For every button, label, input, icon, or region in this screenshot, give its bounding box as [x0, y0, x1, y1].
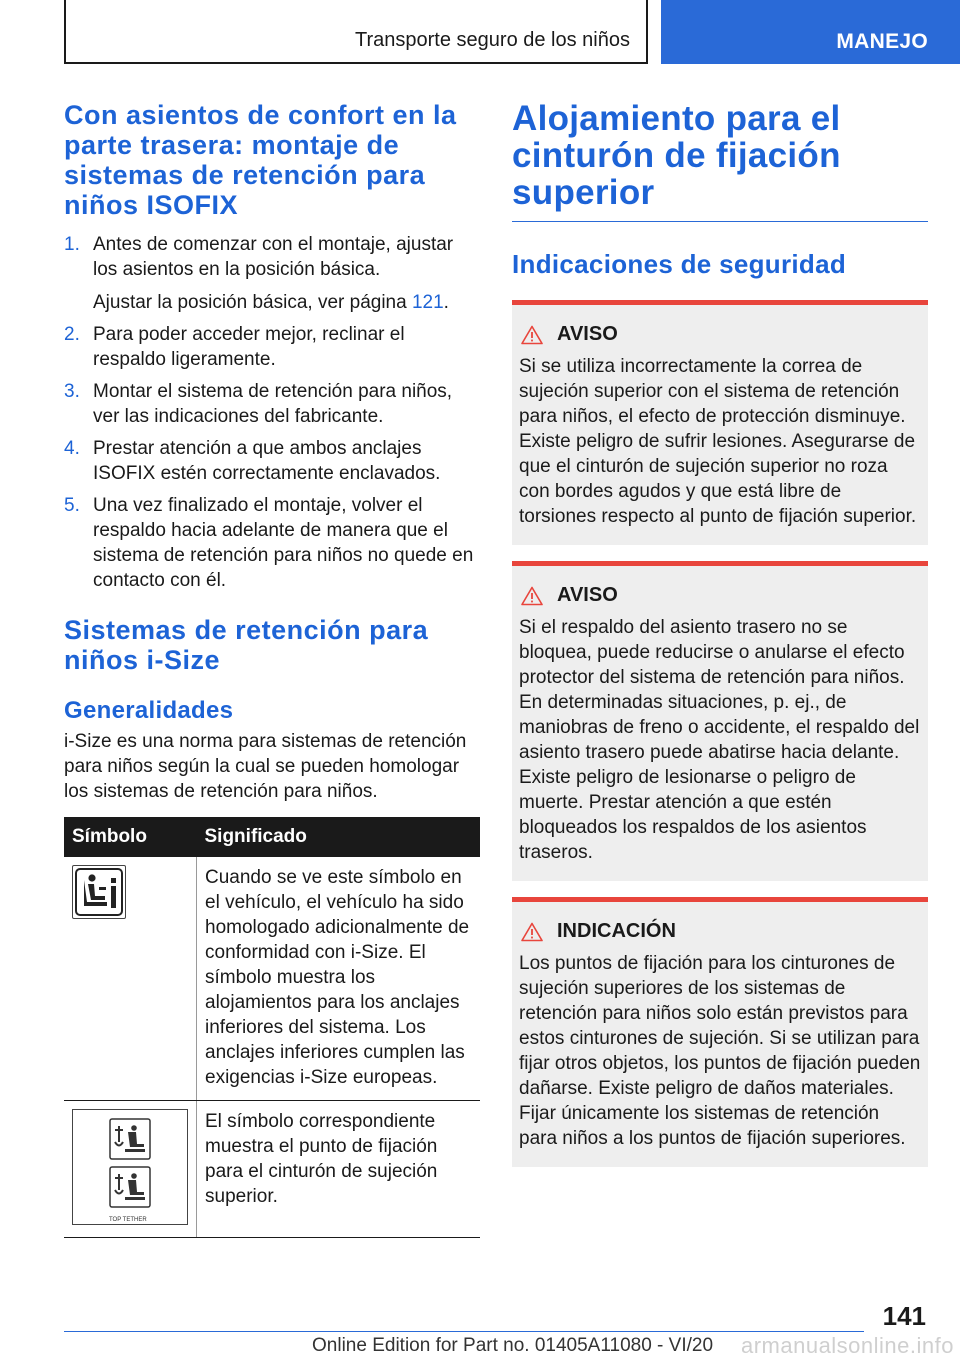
warning-title — [519, 584, 921, 607]
top-tether-label: TOP TETHER — [109, 1217, 147, 1223]
step-number: 2. — [64, 324, 80, 345]
meaning-cell: El símbolo correspondiente muestra el punto de fijación para el cinturón de sujeción superior. — [197, 1101, 481, 1238]
step-item — [64, 232, 480, 315]
symbol-cell — [64, 1101, 197, 1238]
footer-rule — [64, 1331, 864, 1332]
step-subtext — [93, 290, 480, 315]
step-item — [64, 493, 480, 593]
heading-rule — [512, 221, 928, 222]
heading-general: Generalidades — [64, 697, 234, 724]
warning-text: Si se utiliza incorrectamente la correa de sujeción superior con el sistema de retención para niños, el efecto de protección disminuye. Existe peligro de sufrir lesiones. Asegurarse de que el cinturón de sujeción superior no roza con bordes agudos y que está libre de torsiones respecto al punto de fijación superior. — [519, 356, 917, 527]
step-text: Antes de comenzar con el montaje, ajustar los asientos en la posición básica. — [93, 234, 454, 280]
running-header — [64, 0, 648, 64]
step-item — [64, 379, 480, 429]
note-title-label: INDICACIÓN — [557, 920, 676, 942]
table-row — [64, 857, 480, 1101]
step-text: Montar el sistema de retención para niños, ver las indicaciones del fabricante. — [93, 381, 453, 427]
chapter-tab — [661, 0, 960, 64]
note-title — [519, 920, 921, 943]
symbol-cell — [64, 857, 197, 1101]
step-text: Prestar atención a que ambos anclajes ISOFIX estén correctamente enclavados. — [93, 438, 441, 484]
warning-title — [519, 323, 921, 346]
step-number: 4. — [64, 438, 80, 459]
meaning-cell: Cuando se ve este símbolo en el vehículo, el vehículo ha sido homologado adicionalmente de conformidad con i-Size. El símbolo muestra los alojamientos para los anclajes inferiores del sistema. Los anclajes inferiores cumplen las exigencias i-Size europeas. — [197, 857, 481, 1101]
section-title: Transporte seguro de los niños — [355, 29, 630, 51]
step-number: 1. — [64, 234, 80, 255]
note-text: Los puntos de fijación para los cinturones de sujeción superiores de los sistemas de retención para niños solo están previstos para estos cinturones de sujeción. Si se utilizan para fijar otros objetos, los puntos de fijación pueden dañarse. Existe peligro de daños materiales. Fijar únicamente los sistemas de retención para niños a los puntos de fijación superiores. — [519, 953, 921, 1149]
right-column — [512, 100, 928, 1167]
footer-edition: Online Edition for Part no. 01405A11080 - VI/20 — [312, 1335, 714, 1356]
table-row — [64, 1101, 480, 1238]
symbol-table — [64, 817, 480, 1238]
col-header-symbol: Símbolo — [64, 817, 197, 857]
page-link[interactable]: 121 — [411, 292, 444, 313]
warning-box — [512, 561, 928, 881]
chapter-tab-label: MANEJO — [836, 30, 928, 53]
left-column — [64, 100, 480, 1238]
step-item — [64, 436, 480, 486]
heading-anchorage: Alojamiento para el cinturón de fijación superior — [512, 99, 841, 212]
step-number: 5. — [64, 495, 80, 516]
warning-title-label: AVISO — [557, 584, 618, 606]
watermark: armanualsonline.info — [740, 1333, 954, 1358]
step-number: 3. — [64, 381, 80, 402]
warning-text: Si el respaldo del asiento trasero no se bloquea, puede reducirse o anularse el efecto protector del sistema de retención para niños. En determinadas situaciones, p. ej., de maniobras de freno o accidente, el respaldo del asiento trasero puede abatirse hacia delante. Existe peligro de lesionarse o peligro de muerte. Prestar atención a que estén bloqueados los respaldos de los asientos traseros. — [519, 617, 920, 863]
heading-isofix: Con asientos de confort en la parte trasera: montaje de sistemas de retención para niños ISOFIX — [64, 100, 457, 220]
step-item — [64, 322, 480, 372]
col-header-meaning: Significado — [197, 817, 481, 857]
note-box — [512, 897, 928, 1167]
step-subtext-end: . — [443, 292, 449, 313]
step-subtext-label: Ajustar la posición básica, ver página — [93, 292, 407, 313]
warning-title-label: AVISO — [557, 323, 618, 345]
warning-box — [512, 300, 928, 545]
page-number: 141 — [882, 1301, 926, 1331]
warning-triangle-icon — [521, 922, 543, 942]
top-tether-symbol-icon — [72, 1109, 188, 1225]
warning-triangle-icon — [521, 586, 543, 606]
general-text: i-Size es una norma para sistemas de retención para niños según la cual se pueden homologar los sistemas de retención para niños. — [64, 731, 467, 802]
heading-safety: Indicaciones de seguridad — [512, 249, 847, 279]
step-text: Una vez finalizado el montaje, volver el respaldo hacia adelante de manera que el sistema de retención para niños no quede en contacto con él. — [93, 495, 474, 591]
step-list — [64, 232, 480, 593]
isize-symbol-icon — [72, 865, 126, 919]
heading-isize: Sistemas de retención para niños i-Size — [64, 615, 429, 675]
warning-triangle-icon — [521, 325, 543, 345]
step-text: Para poder acceder mejor, reclinar el respaldo ligeramente. — [93, 324, 405, 370]
